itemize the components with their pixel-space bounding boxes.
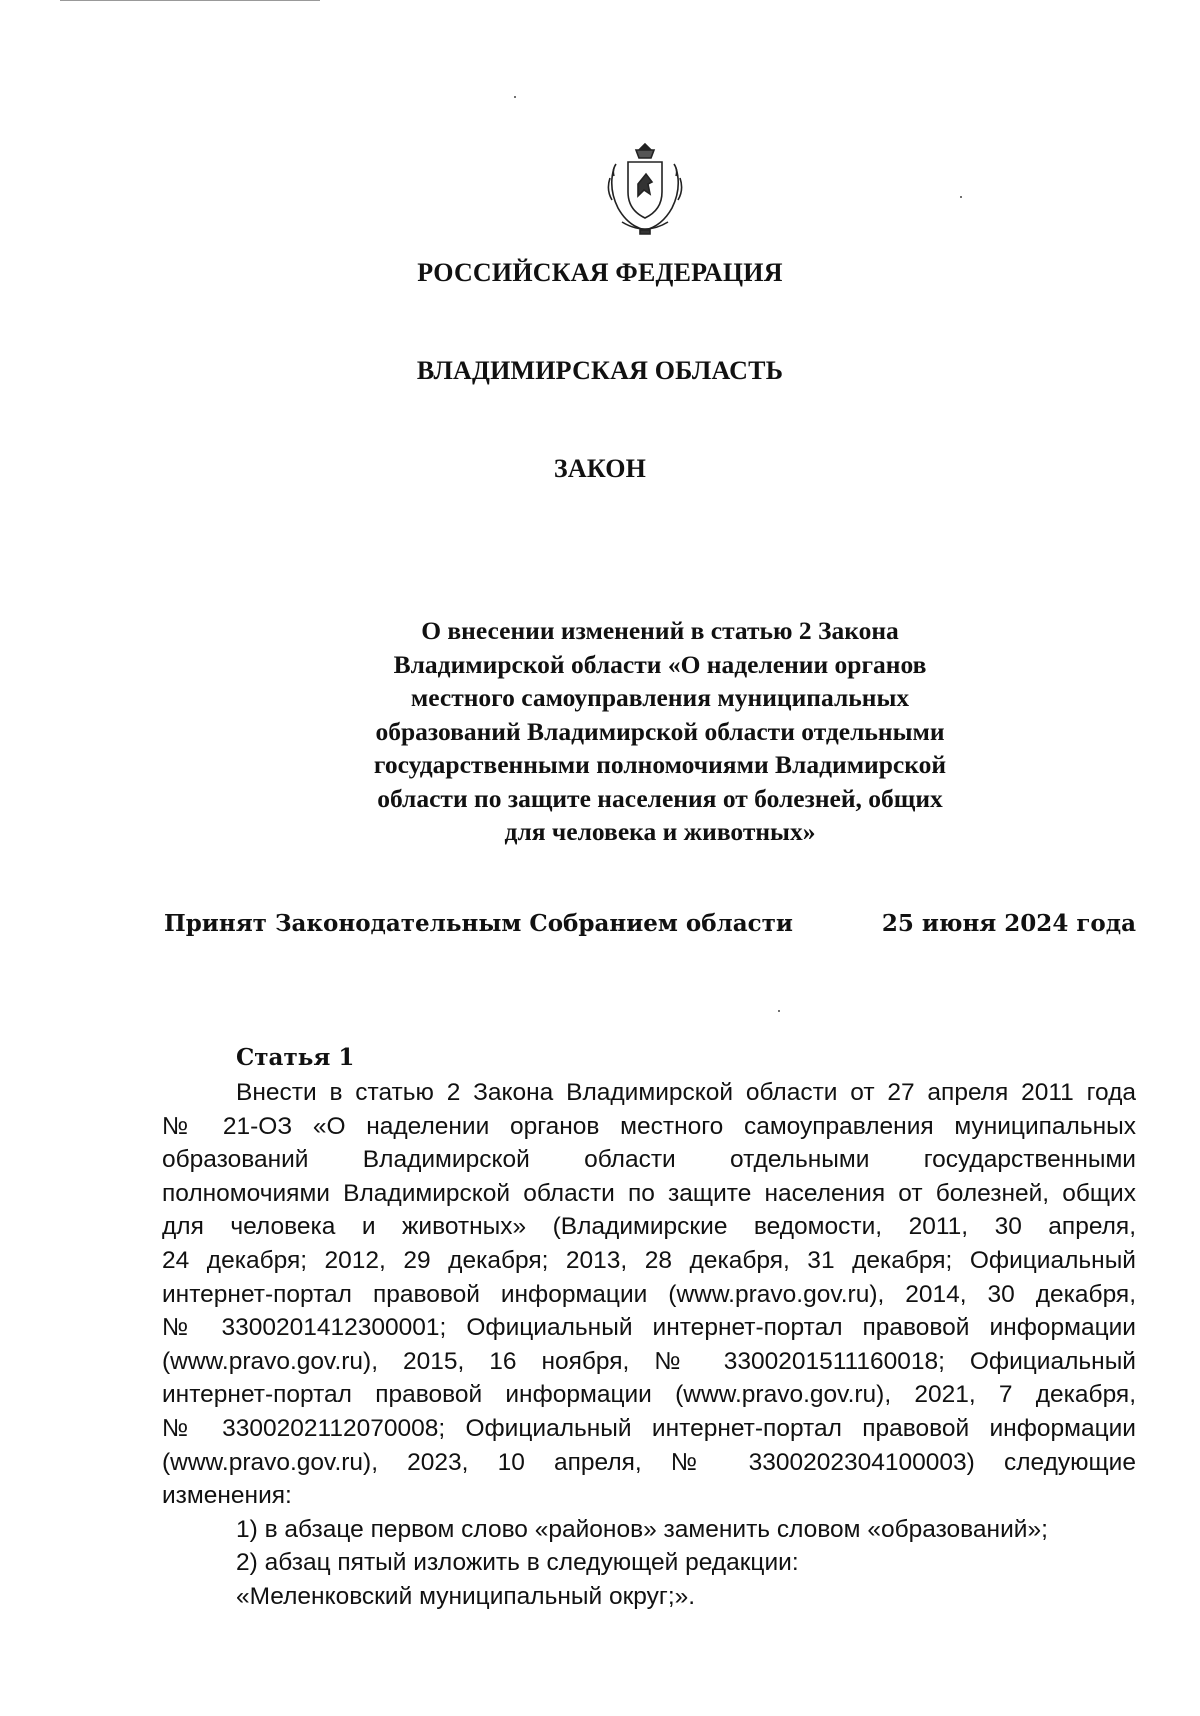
scan-speck [778,1010,780,1012]
header-doc-type: ЗАКОН [553,454,647,483]
article-heading: Статья 1 [236,1044,355,1071]
law-title [300,614,1020,849]
article-line: (www.pravo.gov.ru), 2023, 10 апреля, № 3300202304100003) следующие [162,1448,1136,1476]
law-title-line: Владимирской области «О наделении органов [393,649,927,679]
coat-of-arms-emblem [600,138,690,238]
article-line: образований Владимирской области отдельными государственными [162,1146,1136,1174]
law-title-line: местного самоуправления муниципальных [410,683,910,712]
article-line: интернет-портал правовой информации (www.pravo.gov.ru), 2021, 7 декабря, [162,1381,1136,1409]
article-line: № 3300202112070008; Официальный интернет-портал правовой информации [162,1414,1136,1442]
law-title-line: государственными полномочиями Владимирской [373,750,947,779]
article-line: № 3300201412300001; Официальный интернет-портал правовой информации [162,1314,1136,1342]
article-line: Внести в статью 2 Закона Владимирской области от 27 апреля 2011 года [236,1079,1136,1106]
article-body [162,1076,1136,1614]
law-title-line: О внесении изменений в статью 2 Закона [421,616,899,645]
article-line: № 21-ОЗ «О наделении органов местного самоуправления муниципальных [162,1112,1136,1140]
scan-speck [514,96,516,98]
adoption-text: Принят Законодательным Собранием области [164,910,793,937]
scan-top-line [60,0,320,1]
article-line: интернет-портал правовой информации (www.pravo.gov.ru), 2014, 30 декабря, [162,1280,1136,1308]
law-title-line: области по защите населения от болезней, общих [377,783,943,813]
header-region: ВЛАДИМИРСКАЯ ОБЛАСТЬ [416,356,784,385]
header-country: РОССИЙСКАЯ ФЕДЕРАЦИЯ [417,258,783,287]
article-line: для человека и животных» (Владимирские ведомости, 2011, 30 апреля, [162,1213,1136,1241]
article-item: 2) абзац пятый изложить в следующей редакции: [236,1549,799,1577]
adoption-date: 25 июня 2024 года [881,910,1136,937]
article-line: изменения: [162,1482,292,1510]
law-title-line: для человека и животных» [504,817,816,846]
law-title-line: образований Владимирской области отдельными [375,716,945,746]
article-item: 1) в абзаце первом слово «районов» заменить словом «образований»; [236,1515,1048,1543]
scan-speck [960,196,962,198]
article-line: (www.pravo.gov.ru), 2015, 16 ноября, № 3300201511160018; Официальный [162,1347,1136,1375]
article-item: «Меленковский муниципальный округ;». [236,1582,696,1610]
article-line: 24 декабря; 2012, 29 декабря; 2013, 28 декабря, 31 декабря; Официальный [162,1246,1136,1274]
article-line: полномочиями Владимирской области по защите населения от болезней, общих [162,1179,1136,1207]
